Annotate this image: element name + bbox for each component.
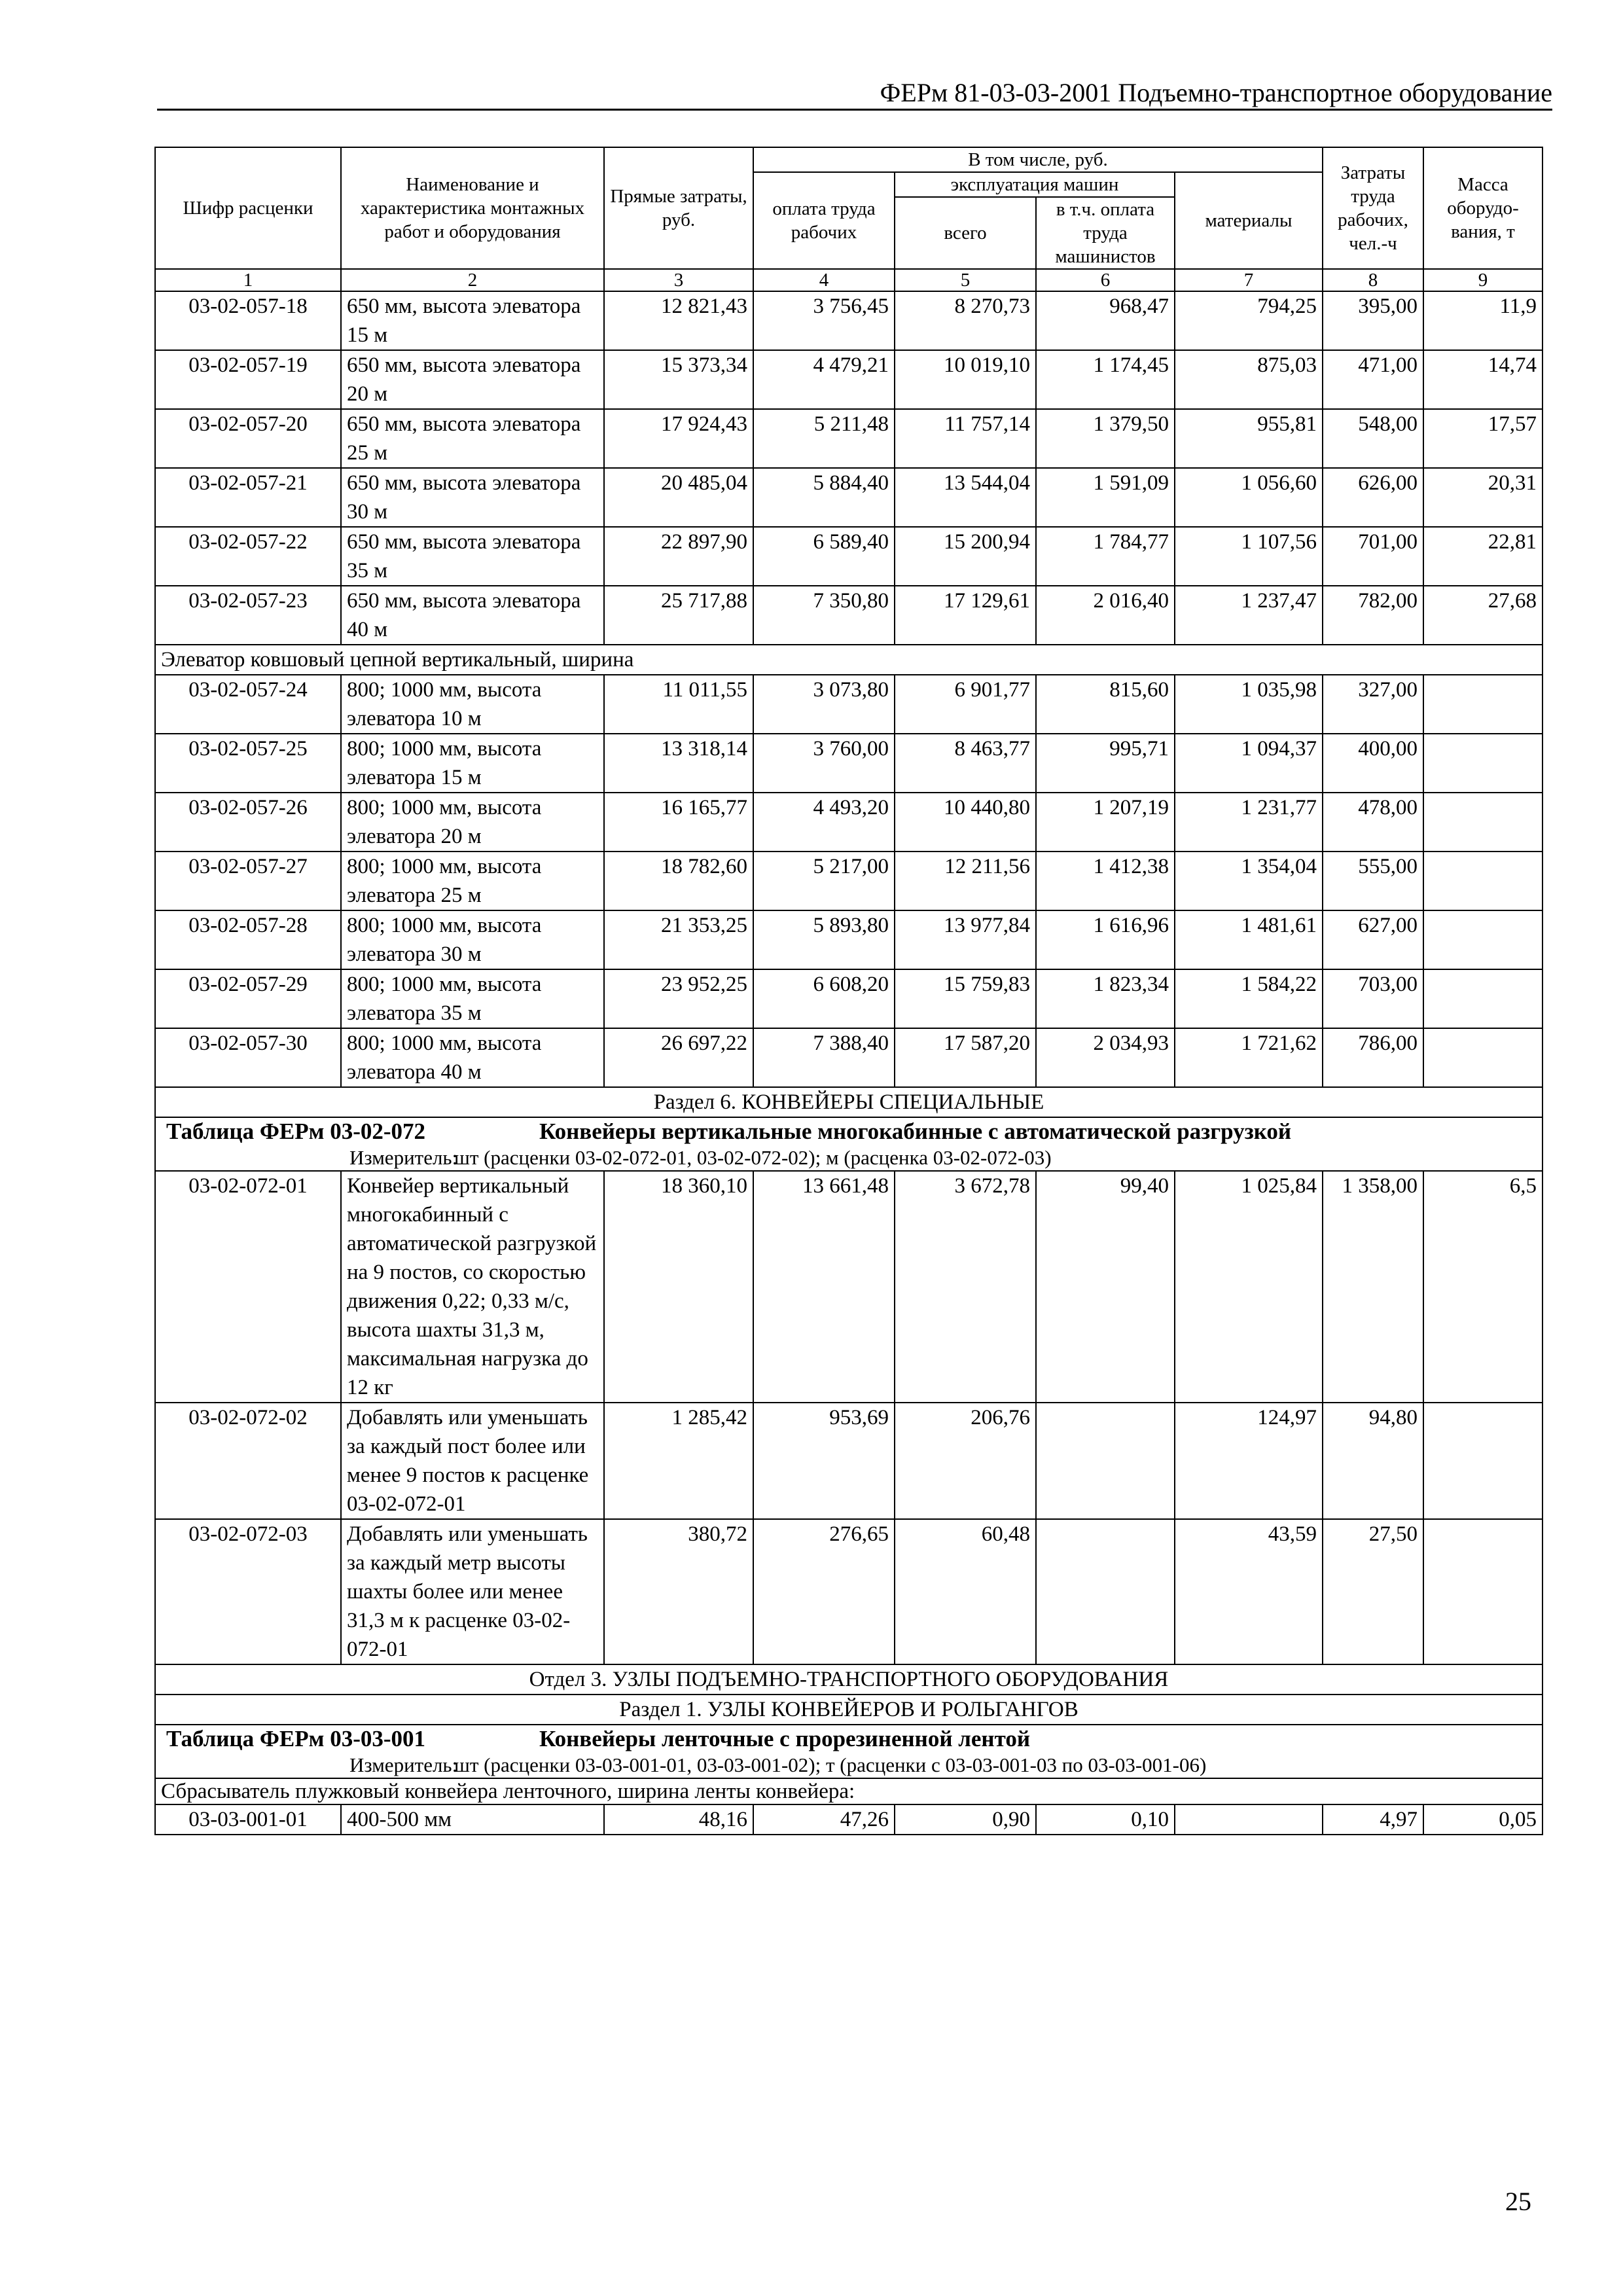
row-code: 03-02-057-30 (155, 1028, 341, 1087)
row-labor-pay: 6 608,20 (753, 969, 895, 1028)
row-labor-pay: 276,65 (753, 1519, 895, 1664)
row-direct-cost: 18 782,60 (604, 852, 753, 910)
dept3-title: Отдел 3. УЗЛЫ ПОДЪЕМНО-ТРАНСПОРТНОГО ОБОРУДОВАНИЯ (155, 1664, 1543, 1695)
row-machinist-pay: 1 207,19 (1036, 793, 1175, 852)
row-name: 650 мм, высота элеватора 30 м (341, 468, 604, 527)
row-materials (1175, 1804, 1323, 1835)
row-name: 650 мм, высота элеватора 20 м (341, 350, 604, 409)
row-labor-cost: 4,97 (1323, 1804, 1423, 1835)
row-machinist-pay: 2 034,93 (1036, 1028, 1175, 1087)
row-machines-total: 11 757,14 (895, 409, 1036, 468)
row-code: 03-02-057-26 (155, 793, 341, 852)
row-name: 650 мм, высота элеватора 40 м (341, 586, 604, 645)
row-code: 03-03-001-01 (155, 1804, 341, 1835)
section6-table-label: Таблица ФЕРм 03-02-072 (166, 1119, 426, 1144)
col-number: 7 (1175, 269, 1323, 291)
col-total: всего (895, 197, 1036, 269)
section6-table-title: Конвейеры вертикальные многокабинные с автоматической разгрузкой (539, 1119, 1292, 1144)
row-direct-cost: 23 952,25 (604, 969, 753, 1028)
row-name: 800; 1000 мм, высота элеватора 35 м (341, 969, 604, 1028)
row-machines-total: 17 587,20 (895, 1028, 1036, 1087)
row-direct-cost: 18 360,10 (604, 1171, 753, 1403)
section6-header (155, 1087, 1543, 1171)
row-labor-pay: 3 756,45 (753, 291, 895, 350)
row-machines-total: 8 270,73 (895, 291, 1036, 350)
page-number: 25 (1505, 2187, 1531, 2216)
table-row (155, 969, 1543, 1028)
row-mass (1423, 734, 1543, 793)
row-direct-cost: 16 165,77 (604, 793, 753, 852)
row-materials: 1 035,98 (1175, 675, 1323, 734)
row-labor-pay: 5 217,00 (753, 852, 895, 910)
row-direct-cost: 48,16 (604, 1804, 753, 1835)
row-machinist-pay: 995,71 (1036, 734, 1175, 793)
row-code: 03-02-072-02 (155, 1403, 341, 1519)
row-direct-cost: 380,72 (604, 1519, 753, 1664)
table-row (155, 852, 1543, 910)
table-row (155, 291, 1543, 350)
row-labor-pay: 4 493,20 (753, 793, 895, 852)
row-machinist-pay (1036, 1403, 1175, 1519)
row-direct-cost: 20 485,04 (604, 468, 753, 527)
row-labor-cost: 627,00 (1323, 910, 1423, 969)
rows-elevator-650 (155, 291, 1543, 645)
table-row (155, 586, 1543, 645)
table-row (155, 1804, 1543, 1835)
row-mass (1423, 793, 1543, 852)
row-name: 800; 1000 мм, высота элеватора 25 м (341, 852, 604, 910)
row-mass (1423, 1403, 1543, 1519)
row-materials: 1 094,37 (1175, 734, 1323, 793)
row-labor-pay: 953,69 (753, 1403, 895, 1519)
row-machinist-pay: 2 016,40 (1036, 586, 1175, 645)
row-materials: 1 107,56 (1175, 527, 1323, 586)
rates-table (154, 147, 1543, 1835)
row-materials: 1 056,60 (1175, 468, 1323, 527)
row-labor-pay: 3 073,80 (753, 675, 895, 734)
row-direct-cost: 26 697,22 (604, 1028, 753, 1087)
row-labor-pay: 4 479,21 (753, 350, 895, 409)
row-machinist-pay: 1 174,45 (1036, 350, 1175, 409)
row-labor-pay: 5 211,48 (753, 409, 895, 468)
row-labor-cost: 471,00 (1323, 350, 1423, 409)
row-machinist-pay: 1 616,96 (1036, 910, 1175, 969)
section6-meas-label: Измеритель: (349, 1146, 458, 1169)
row-direct-cost: 25 717,88 (604, 586, 753, 645)
table-row (155, 793, 1543, 852)
row-materials: 1 721,62 (1175, 1028, 1323, 1087)
row-materials: 43,59 (1175, 1519, 1323, 1664)
table-row (155, 675, 1543, 734)
table-head (155, 147, 1543, 291)
row-labor-cost: 548,00 (1323, 409, 1423, 468)
row-machines-total: 3 672,78 (895, 1171, 1036, 1403)
row-name: 400-500 мм (341, 1804, 604, 1835)
row-code: 03-02-057-21 (155, 468, 341, 527)
group-row-elevator-chain (155, 645, 1543, 675)
dept3-meas-text: шт (расценки 03-03-001-01, 03-03-001-02); т (расценки с 03-03-001-03 по 03-03-001-06) (454, 1753, 1207, 1776)
row-machines-total: 12 211,56 (895, 852, 1036, 910)
row-materials: 124,97 (1175, 1403, 1323, 1519)
row-machines-total: 10 440,80 (895, 793, 1036, 852)
row-code: 03-02-057-28 (155, 910, 341, 969)
row-code: 03-02-057-23 (155, 586, 341, 645)
col-number: 1 (155, 269, 341, 291)
col-number: 2 (341, 269, 604, 291)
table-row (155, 527, 1543, 586)
row-labor-pay: 5 893,80 (753, 910, 895, 969)
row-machines-total: 15 759,83 (895, 969, 1036, 1028)
col-number: 5 (895, 269, 1036, 291)
row-machines-total: 17 129,61 (895, 586, 1036, 645)
row-materials: 1 231,77 (1175, 793, 1323, 852)
col-number: 9 (1423, 269, 1543, 291)
row-machines-total: 10 019,10 (895, 350, 1036, 409)
row-labor-pay: 6 589,40 (753, 527, 895, 586)
row-mass (1423, 910, 1543, 969)
row-code: 03-02-072-01 (155, 1171, 341, 1403)
rows-conveyor-vertical (155, 1171, 1543, 1664)
table-row (155, 409, 1543, 468)
row-code: 03-02-057-22 (155, 527, 341, 586)
row-direct-cost: 22 897,90 (604, 527, 753, 586)
col-labor: оплата труда рабочих (753, 172, 895, 269)
row-direct-cost: 21 353,25 (604, 910, 753, 969)
row-machinist-pay: 1 412,38 (1036, 852, 1175, 910)
row-materials: 875,03 (1175, 350, 1323, 409)
col-code: Шифр расценки (155, 147, 341, 269)
row-materials: 1 481,61 (1175, 910, 1323, 969)
rows-plow-discharger (155, 1804, 1543, 1835)
row-machinist-pay: 1 591,09 (1036, 468, 1175, 527)
row-labor-cost: 327,00 (1323, 675, 1423, 734)
row-labor-pay: 13 661,48 (753, 1171, 895, 1403)
row-code: 03-02-057-20 (155, 409, 341, 468)
row-labor-pay: 7 388,40 (753, 1028, 895, 1087)
section6-title: Раздел 6. КОНВЕЙЕРЫ СПЕЦИАЛЬНЫЕ (155, 1087, 1543, 1117)
row-labor-cost: 94,80 (1323, 1403, 1423, 1519)
column-numbers-row (155, 269, 1543, 291)
row-direct-cost: 13 318,14 (604, 734, 753, 793)
row-materials: 955,81 (1175, 409, 1323, 468)
row-direct-cost: 15 373,34 (604, 350, 753, 409)
col-number: 6 (1036, 269, 1175, 291)
row-materials: 1 584,22 (1175, 969, 1323, 1028)
row-labor-cost: 626,00 (1323, 468, 1423, 527)
table-row (155, 1171, 1543, 1403)
row-mass (1423, 675, 1543, 734)
row-materials: 1 025,84 (1175, 1171, 1323, 1403)
row-mass (1423, 969, 1543, 1028)
row-mass: 11,9 (1423, 291, 1543, 350)
row-labor-pay: 3 760,00 (753, 734, 895, 793)
dept3-table-label: Таблица ФЕРм 03-03-001 (166, 1726, 426, 1751)
dept3-group-title: Сбрасыватель плужковый конвейера ленточного, ширина ленты конвейера: (155, 1778, 1543, 1804)
row-code: 03-02-057-24 (155, 675, 341, 734)
row-machines-total: 0,90 (895, 1804, 1036, 1835)
dept3-table-caption (155, 1725, 1543, 1778)
dept3-section-title: Раздел 1. УЗЛЫ КОНВЕЙЕРОВ И РОЛЬГАНГОВ (155, 1695, 1543, 1725)
col-mass: Масса оборудо-вания, т (1423, 147, 1543, 269)
dept3-header (155, 1664, 1543, 1804)
row-name: 800; 1000 мм, высота элеватора 20 м (341, 793, 604, 852)
row-mass (1423, 1028, 1543, 1087)
row-mass: 6,5 (1423, 1171, 1543, 1403)
row-labor-pay: 5 884,40 (753, 468, 895, 527)
row-name: 800; 1000 мм, высота элеватора 30 м (341, 910, 604, 969)
row-machines-total: 8 463,77 (895, 734, 1036, 793)
row-name: Конвейер вертикальный многокабинный с автоматической разгрузкой на 9 постов, со скоростью движения 0,22; 0,33 м/с, высота шахты 31,3 м, максимальная нагрузка до 12 кг (341, 1171, 604, 1403)
table-row (155, 1403, 1543, 1519)
row-mass: 17,57 (1423, 409, 1543, 468)
row-machinist-pay: 1 784,77 (1036, 527, 1175, 586)
col-number: 3 (604, 269, 753, 291)
row-labor-cost: 701,00 (1323, 527, 1423, 586)
col-number: 4 (753, 269, 895, 291)
row-labor-pay: 47,26 (753, 1804, 895, 1835)
row-machines-total: 15 200,94 (895, 527, 1036, 586)
col-labor-cost: Затраты труда рабочих, чел.-ч (1323, 147, 1423, 269)
col-machines: эксплуатация машин (895, 172, 1175, 197)
col-machinist: в т.ч. оплата труда машинистов (1036, 197, 1175, 269)
dept3-meas-label: Измеритель: (349, 1753, 458, 1776)
row-mass: 20,31 (1423, 468, 1543, 527)
row-code: 03-02-057-29 (155, 969, 341, 1028)
row-labor-cost: 395,00 (1323, 291, 1423, 350)
row-name: 800; 1000 мм, высота элеватора 40 м (341, 1028, 604, 1087)
col-name: Наименование и характеристика монтажных работ и оборудования (341, 147, 604, 269)
row-machinist-pay (1036, 1519, 1175, 1664)
row-labor-cost: 27,50 (1323, 1519, 1423, 1664)
col-number: 8 (1323, 269, 1423, 291)
table-row (155, 1519, 1543, 1664)
row-machinist-pay: 99,40 (1036, 1171, 1175, 1403)
row-code: 03-02-057-27 (155, 852, 341, 910)
row-materials: 1 237,47 (1175, 586, 1323, 645)
table-row (155, 734, 1543, 793)
row-name: Добавлять или уменьшать за каждый метр высоты шахты более или менее 31,3 м к расценке 03-02-072-01 (341, 1519, 604, 1664)
col-incl: В том числе, руб. (753, 147, 1323, 172)
row-machines-total: 206,76 (895, 1403, 1036, 1519)
row-machines-total: 13 977,84 (895, 910, 1036, 969)
table-row (155, 468, 1543, 527)
row-direct-cost: 17 924,43 (604, 409, 753, 468)
row-direct-cost: 1 285,42 (604, 1403, 753, 1519)
row-labor-cost: 555,00 (1323, 852, 1423, 910)
row-mass: 14,74 (1423, 350, 1543, 409)
row-machines-total: 6 901,77 (895, 675, 1036, 734)
row-machinist-pay: 815,60 (1036, 675, 1175, 734)
row-code: 03-02-057-19 (155, 350, 341, 409)
row-direct-cost: 12 821,43 (604, 291, 753, 350)
row-mass (1423, 1519, 1543, 1664)
row-name: 800; 1000 мм, высота элеватора 10 м (341, 675, 604, 734)
section6-meas-text: шт (расценки 03-02-072-01, 03-02-072-02); м (расценка 03-02-072-03) (454, 1146, 1052, 1169)
row-labor-cost: 782,00 (1323, 586, 1423, 645)
page-header (157, 77, 1552, 111)
row-labor-cost: 1 358,00 (1323, 1171, 1423, 1403)
row-labor-cost: 478,00 (1323, 793, 1423, 852)
row-machinist-pay: 1 823,34 (1036, 969, 1175, 1028)
row-labor-pay: 7 350,80 (753, 586, 895, 645)
table-row (155, 910, 1543, 969)
row-labor-cost: 400,00 (1323, 734, 1423, 793)
row-mass (1423, 852, 1543, 910)
row-machinist-pay: 968,47 (1036, 291, 1175, 350)
table-row (155, 350, 1543, 409)
row-machines-total: 60,48 (895, 1519, 1036, 1664)
row-materials: 1 354,04 (1175, 852, 1323, 910)
row-name: 800; 1000 мм, высота элеватора 15 м (341, 734, 604, 793)
row-code: 03-02-072-03 (155, 1519, 341, 1664)
row-name: Добавлять или уменьшать за каждый пост более или менее 9 постов к расценке 03-02-072-01 (341, 1403, 604, 1519)
row-machinist-pay: 1 379,50 (1036, 409, 1175, 468)
row-machinist-pay: 0,10 (1036, 1804, 1175, 1835)
rows-elevator-800 (155, 675, 1543, 1087)
row-mass: 0,05 (1423, 1804, 1543, 1835)
row-name: 650 мм, высота элеватора 25 м (341, 409, 604, 468)
col-materials: материалы (1175, 172, 1323, 269)
row-name: 650 мм, высота элеватора 15 м (341, 291, 604, 350)
section6-table-caption (155, 1117, 1543, 1171)
header-title: ФЕРм 81-03-03-2001 Подъемно-транспортное оборудование (880, 78, 1552, 107)
row-materials: 794,25 (1175, 291, 1323, 350)
row-mass: 22,81 (1423, 527, 1543, 586)
row-name: 650 мм, высота элеватора 35 м (341, 527, 604, 586)
row-direct-cost: 11 011,55 (604, 675, 753, 734)
row-code: 03-02-057-25 (155, 734, 341, 793)
row-code: 03-02-057-18 (155, 291, 341, 350)
row-labor-cost: 786,00 (1323, 1028, 1423, 1087)
row-machines-total: 13 544,04 (895, 468, 1036, 527)
row-mass: 27,68 (1423, 586, 1543, 645)
dept3-table-title: Конвейеры ленточные с прорезиненной лентой (539, 1726, 1030, 1751)
table-row (155, 1028, 1543, 1087)
col-direct: Прямые затраты, руб. (604, 147, 753, 269)
group-title: Элеватор ковшовый цепной вертикальный, ширина (155, 645, 1543, 675)
row-labor-cost: 703,00 (1323, 969, 1423, 1028)
